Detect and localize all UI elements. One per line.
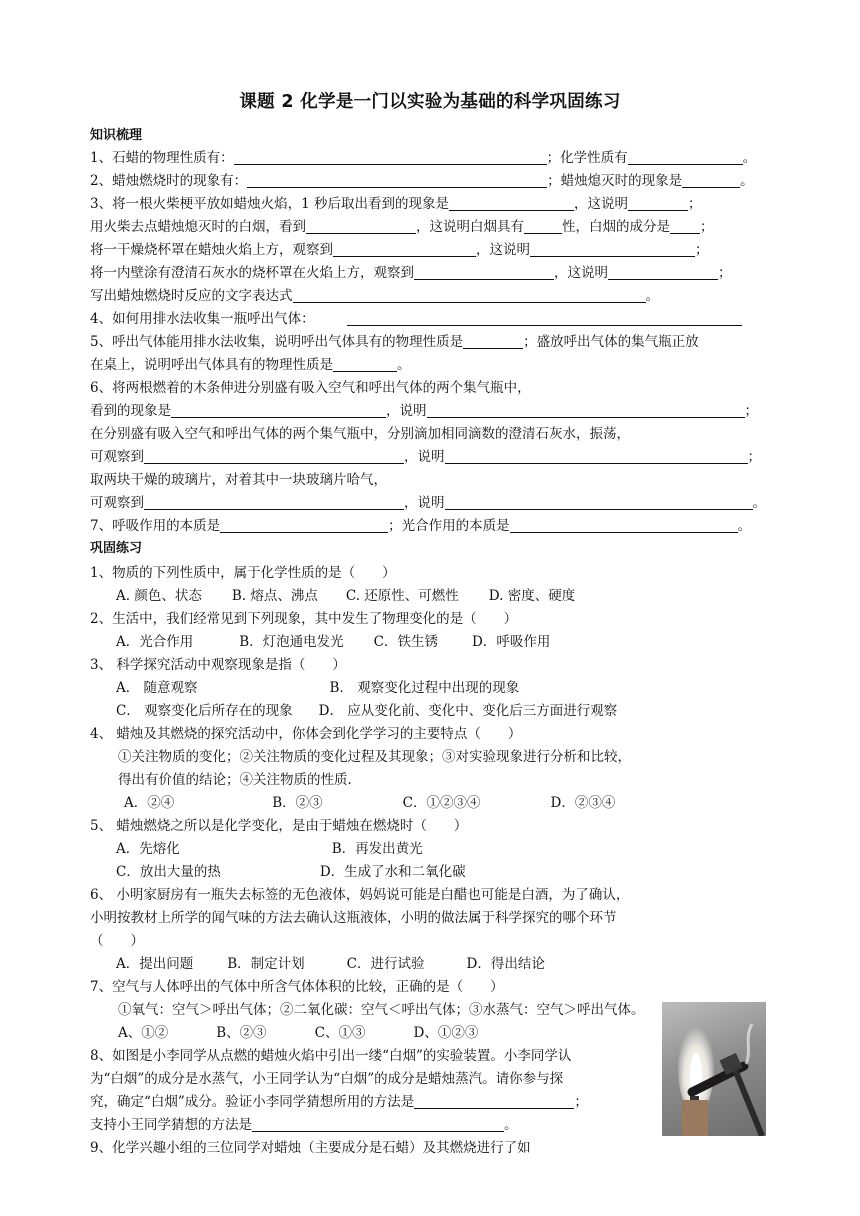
option-d[interactable]: D．得出结论	[466, 956, 545, 972]
k3d-text-a: 用火柴去点蜡烛熄灭时的白烟，看到	[90, 219, 306, 235]
option-d[interactable]: D．生成了水和二氧化碳	[319, 864, 466, 880]
option-a[interactable]: A．光合作用	[116, 634, 194, 650]
answer-blank[interactable]	[144, 448, 404, 464]
answer-blank[interactable]	[524, 218, 562, 234]
answer-blank[interactable]	[220, 517, 388, 533]
q8-text-c: 支持小王同学猜想的方法是	[90, 1117, 252, 1133]
k1-text-b: ；化学性质有	[546, 150, 628, 166]
k6b-text-c: ；	[744, 403, 758, 419]
section-heading-knowledge: 知识梳理	[90, 128, 143, 143]
option-b[interactable]: B．灯泡通电发光	[239, 634, 344, 650]
option-a[interactable]: A. 颜色、状态	[116, 588, 202, 604]
answer-blank[interactable]	[333, 356, 397, 372]
answer-blank[interactable]	[608, 264, 718, 280]
question-8-line-1: 8、如图是小李同学从点燃的蜡烛火焰中引出一缕“白烟”的实验装置。小李同学认	[90, 1048, 572, 1064]
k4-text: 4、如何用排水法收集一瓶呼出气体：	[90, 311, 315, 327]
question-6-options	[116, 954, 545, 974]
k3d-text-c: 性，白烟的成分是	[562, 219, 670, 235]
question-4-stem-1: ①关注物质的变化；②关注物质的变化过程及其现象；③对实验现象进行分析和比较，	[118, 749, 631, 765]
knowledge-item-5	[90, 332, 699, 352]
option-c[interactable]: C、①③	[314, 1025, 366, 1041]
option-d[interactable]: D． 应从变化前、变化中、变化后三方面进行观察	[318, 703, 618, 719]
answer-blank[interactable]	[333, 241, 476, 257]
page-title: 课题 2 化学是一门以实验为基础的科学巩固练习	[239, 92, 621, 112]
q8-text-a: 究，确定“白烟”成分。验证小李同学猜想所用的方法是	[90, 1094, 415, 1110]
k3g-text-b: 。	[645, 288, 659, 304]
q8-text-d: 。	[504, 1117, 518, 1133]
option-d[interactable]: D. 密度、硬度	[488, 588, 576, 604]
question-6-line-2: 小明按教材上所学的闻气味的方法去确认这瓶液体，小明的做法属于科学探究的哪个环节	[90, 910, 617, 926]
k6d-text-b: ，说明	[404, 449, 445, 465]
knowledge-item-6-limewater: 在分别盛有吸入空气和呼出气体的两个集气瓶中，分别滴加相同滴数的澄清石灰水，振荡，	[90, 426, 630, 442]
k3-text-a: 3、将一根火柴梗平放如蜡烛火焰，1 秒后取出看到的现象是	[90, 196, 449, 212]
question-2: 2、生活中，我们经常见到下列现象，其中发生了物理变化的是（ ）	[90, 611, 518, 627]
option-b[interactable]: B. 熔点、沸点	[231, 588, 318, 604]
question-8-line-2: 为“白烟”的成分是水蒸气，小王同学认为“白烟”的成分是蜡烛蒸汽。请你参与探	[90, 1071, 564, 1087]
option-c[interactable]: C．放出大量的热	[116, 864, 221, 880]
option-b[interactable]: B．②③	[272, 795, 323, 811]
k3f-text-c: ；	[718, 265, 732, 281]
question-5-options-row1	[116, 839, 423, 859]
question-9: 9、化学兴趣小组的三位同学对蜡烛（主要成分是石蜡）及其燃烧进行了如	[90, 1140, 531, 1156]
knowledge-item-1	[90, 148, 756, 168]
k3g-text-a: 写出蜡烛燃烧时反应的文字表达式	[90, 288, 293, 304]
knowledge-item-5-cont	[90, 355, 411, 375]
option-a[interactable]: A．先熔化	[116, 841, 180, 857]
knowledge-item-6: 6、将两根燃着的木条伸进分别盛有吸入空气和呼出气体的两个集气瓶中，	[90, 380, 531, 396]
k6f-text-a: 可观察到	[90, 495, 144, 511]
question-8-line-3	[90, 1092, 588, 1112]
question-1-options	[116, 586, 575, 606]
knowledge-item-3-dry-beaker	[90, 240, 709, 260]
k5c-text-b: 。	[397, 357, 411, 373]
option-c[interactable]: C. 还原性、可燃性	[345, 588, 459, 604]
knowledge-item-6-observe-1	[90, 447, 761, 467]
knowledge-item-3	[90, 194, 701, 214]
knowledge-item-3-equation	[90, 286, 659, 306]
option-a[interactable]: A．提出问题	[116, 956, 194, 972]
answer-blank[interactable]	[347, 310, 742, 326]
question-7: 7、空气与人体呼出的气体中所含气体体积的比较，正确的是（ ）	[90, 979, 504, 995]
question-3-options-row2	[116, 701, 617, 721]
k3-text-b: ，这说明	[573, 196, 628, 212]
option-b[interactable]: B、②③	[216, 1025, 267, 1041]
k6b-text-a: 看到的现象是	[90, 403, 171, 419]
option-a[interactable]: A． 随意观察	[116, 680, 198, 696]
answer-blank[interactable]	[414, 1093, 574, 1109]
question-7-options	[118, 1023, 478, 1043]
knowledge-item-6-glass: 取两块干燥的玻璃片，对着其中一块玻璃片哈气，	[90, 472, 387, 488]
answer-blank[interactable]	[306, 218, 416, 234]
question-3: 3、 科学探究活动中观察现象是指（ ）	[90, 657, 346, 673]
candle-smoke-figure	[662, 1002, 766, 1136]
knowledge-item-3-limewater	[90, 263, 732, 283]
question-4-options	[124, 793, 615, 813]
answer-blank[interactable]	[628, 195, 688, 211]
option-c[interactable]: C． 观察变化后所存在的现象	[116, 703, 293, 719]
knowledge-item-2	[90, 171, 754, 191]
question-2-options	[116, 632, 550, 652]
k6d-text-c: ；	[747, 449, 761, 465]
k3e-text-a: 将一干燥烧杯罩在蜡烛火焰上方，观察到	[90, 242, 333, 258]
knowledge-item-4	[90, 309, 742, 329]
option-d[interactable]: D．呼吸作用	[472, 634, 551, 650]
question-1: 1、物质的下列性质中，属于化学性质的是（ ）	[90, 565, 396, 581]
answer-blank[interactable]	[252, 1116, 504, 1132]
answer-blank[interactable]	[510, 517, 738, 533]
answer-blank[interactable]	[628, 149, 743, 165]
answer-blank[interactable]	[414, 264, 554, 280]
knowledge-item-3-smoke	[90, 217, 714, 237]
answer-blank[interactable]	[234, 149, 547, 165]
holder-rod	[732, 1062, 762, 1136]
knowledge-item-6-observe-2	[90, 493, 766, 513]
option-b[interactable]: B． 观察变化过程中出现的现象	[329, 680, 520, 696]
answer-blank[interactable]	[530, 241, 695, 257]
k1-text-c: 。	[742, 150, 757, 166]
knowledge-item-6-phenomenon	[90, 401, 758, 421]
k3d-text-b: ，这说明白烟具有	[416, 219, 524, 235]
question-6-line-1: 6、 小明家厨房有一瓶失去标签的无色液体，妈妈说可能是白醋也可能是白酒，为了确认，	[90, 887, 630, 903]
question-3-options-row1	[116, 678, 519, 698]
k7-text-b: ；光合作用的本质是	[388, 518, 510, 534]
question-5-options-row2	[116, 862, 466, 882]
option-b[interactable]: B．再发出黄光	[331, 841, 423, 857]
candle-experiment-photo	[662, 1002, 766, 1136]
k7-text-a: 7、呼吸作用的本质是	[90, 518, 221, 534]
option-c[interactable]: C．铁生锈	[373, 634, 439, 650]
k6d-text-a: 可观察到	[90, 449, 144, 465]
k7-text-c: 。	[737, 518, 752, 534]
k5-text-a: 5、呼出气体能用排水法收集，说明呼出气体具有的物理性质是	[90, 334, 464, 350]
question-5: 5、 蜡烛燃烧之所以是化学变化，是由于蜡烛在燃烧时（ ）	[90, 818, 468, 834]
k5-text-b: ；盛放呼出气体的集气瓶正放	[523, 334, 699, 350]
option-b[interactable]: B．制定计划	[227, 956, 305, 972]
answer-blank[interactable]	[144, 494, 404, 510]
k3d-text-d: ；	[700, 219, 714, 235]
k2-text-a: 2、蜡烛燃烧时的现象有：	[90, 173, 248, 189]
answer-blank[interactable]	[247, 172, 547, 188]
answer-blank[interactable]	[427, 402, 745, 418]
k2-text-c: 。	[740, 173, 754, 189]
question-6-line-3: （ ）	[90, 933, 144, 949]
answer-blank[interactable]	[670, 218, 700, 234]
k2-text-b: ；蜡烛熄灭时的现象是	[547, 173, 683, 189]
candle-body	[682, 1100, 708, 1136]
k5c-text-a: 在桌上，说明呼出气体具有的物理性质是	[90, 357, 333, 373]
question-4-stem-2: 得出有价值的结论；④关注物质的性质．	[118, 772, 361, 788]
k3f-text-a: 将一内壁涂有澄清石灰水的烧杯罩在火焰上方，观察到	[90, 265, 414, 281]
answer-blank[interactable]	[445, 448, 748, 464]
section-heading-practice: 巩固练习	[90, 541, 143, 556]
option-a[interactable]: A．②④	[124, 795, 175, 811]
option-c[interactable]: C．进行试验	[346, 956, 425, 972]
k3e-text-b: ，这说明	[476, 242, 530, 258]
k3-text-c: ；	[687, 196, 702, 212]
k3f-text-b: ，这说明	[554, 265, 608, 281]
k6f-text-b: ，说明	[404, 495, 445, 511]
white-smoke	[746, 1024, 752, 1064]
answer-blank[interactable]	[682, 172, 740, 188]
question-7-stem: ①氧气：空气＞呼出气体；②二氧化碳：空气＜呼出气体；③水蒸气：空气＞呼出气体。	[118, 1002, 645, 1018]
question-4: 4、 蜡烛及其燃烧的探究活动中，你体会到化学学习的主要特点（ ）	[90, 726, 522, 742]
option-c[interactable]: C．①②③④	[402, 795, 481, 811]
option-a[interactable]: A、①②	[118, 1025, 169, 1041]
option-d[interactable]: D．②③④	[550, 795, 616, 811]
k1-text-a: 1、石蜡的物理性质有：	[90, 150, 234, 166]
q8-text-b: ；	[574, 1094, 588, 1110]
k6b-text-b: ，说明	[386, 403, 427, 419]
answer-blank[interactable]	[293, 287, 646, 303]
answer-blank[interactable]	[171, 402, 386, 418]
k6f-text-c: 。	[752, 495, 766, 511]
option-d[interactable]: D、①②③	[413, 1025, 479, 1041]
knowledge-item-7	[90, 516, 751, 536]
question-8-line-4	[90, 1115, 518, 1135]
answer-blank[interactable]	[449, 195, 574, 211]
k3e-text-c: ；	[695, 242, 709, 258]
answer-blank[interactable]	[463, 333, 523, 349]
answer-blank[interactable]	[445, 494, 753, 510]
